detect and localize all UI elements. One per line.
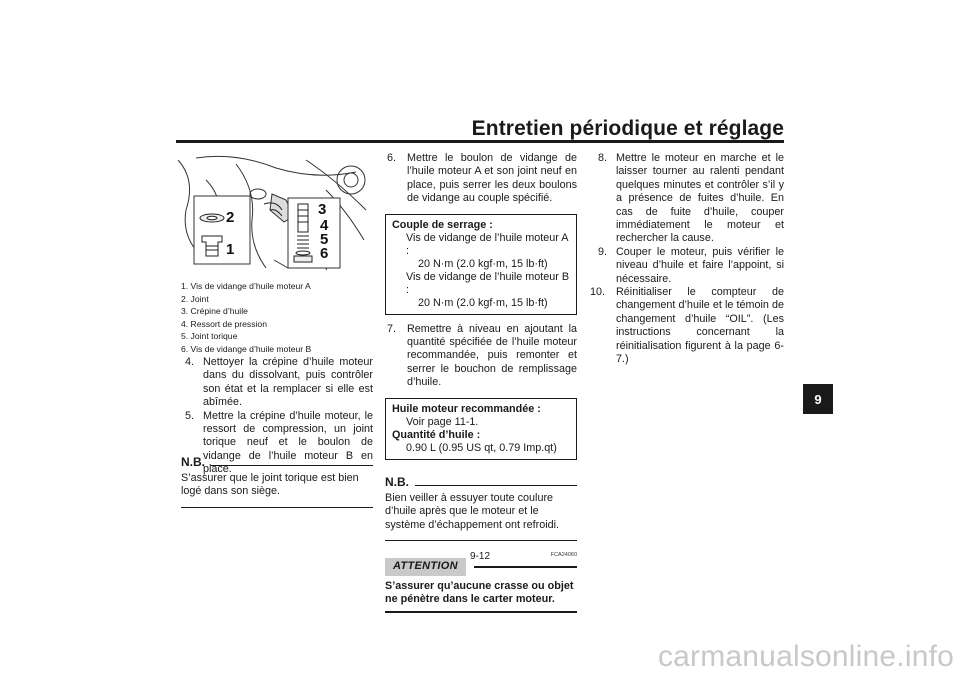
step-number: 9. xyxy=(598,245,608,258)
torque-line: Vis de vidange de l’huile moteur A : xyxy=(406,231,568,257)
column-2 xyxy=(385,152,577,613)
step-number: 4. xyxy=(185,356,195,368)
step-9 xyxy=(590,246,784,286)
callout-5: 5 xyxy=(320,231,329,248)
caption-item: 1. Vis de vidange d’huile moteur A xyxy=(181,281,311,291)
o-ring-part xyxy=(296,251,310,255)
attention-text: S’assurer qu’aucune crasse ou objet ne pénètre dans le carter moteur. xyxy=(385,580,577,613)
note-header xyxy=(181,455,373,469)
torque-heading: Couple de serrage : xyxy=(392,218,493,231)
torque-line: Vis de vidange de l’huile moteur B : xyxy=(406,270,570,296)
note-box-2 xyxy=(385,476,577,542)
step-text: Mettre la crépine d’huile moteur, le ressort de compression, un joint torique neuf et le boulon de vidange de l’huile moteur B en place. xyxy=(203,409,373,476)
step-text: Couper le moteur, puis vérifier le niveau d’huile et faire l’appoint, si nécessaire. xyxy=(616,245,784,285)
watermark: carmanualsonline.info xyxy=(657,640,954,673)
inset-panel-left xyxy=(194,196,250,264)
caption-item: 6. Vis de vidange d’huile moteur B xyxy=(181,343,312,354)
caption-item: 3. Crépine d’huile xyxy=(181,306,248,317)
step-number: 6. xyxy=(387,152,397,164)
note-label: N.B. xyxy=(181,455,205,469)
caption-item: 4. Ressort de pression xyxy=(181,318,267,329)
note-label: N.B. xyxy=(385,474,409,489)
callout-2: 2 xyxy=(226,209,235,226)
step-4 xyxy=(185,356,373,410)
step-number: 5. xyxy=(185,409,195,422)
step-6 xyxy=(387,152,577,206)
torque-spec-box xyxy=(385,214,577,315)
step-number: 8. xyxy=(598,152,608,164)
engine-drawing xyxy=(176,150,370,278)
step-text: Réinitialiser le compteur de changement d’huile et le témoin de changement d’huile “OIL”. (Les instructions concernant la réinitialisation figurent à la page 6-7.) xyxy=(616,286,784,366)
callout-4: 4 xyxy=(320,217,329,234)
step-text: Mettre le moteur en marche et le laisser tourner au ralenti pendant quelques minutes et contrôler s’il y a présence de fuites d’huile. En cas de fuite d’huile, couper immédiatement le moteur et rechercher la cause. xyxy=(616,152,784,245)
note-text: Bien veiller à essuyer toute coulure d’huile après que le moteur et le système d’échappement ont refroidi. xyxy=(385,492,560,531)
callout-3: 3 xyxy=(318,201,327,218)
page-number: 9-12 xyxy=(469,551,490,562)
step-number: 7. xyxy=(387,322,397,335)
callout-6: 6 xyxy=(320,245,329,262)
step-number: 10. xyxy=(590,286,606,299)
oil-drain-illustration xyxy=(176,150,370,278)
torque-value: 20 N·m (2.0 kgf·m, 15 lb·ft) xyxy=(418,296,548,309)
step-text: Mettre le boulon de vidange de l’huile moteur A et son joint neuf en place, puis serrer les deux boulons de vidange au couple spécifié. xyxy=(407,152,577,205)
header-rule xyxy=(176,140,784,143)
attention-code: FCA24060 xyxy=(550,552,577,559)
oil-strainer-part xyxy=(298,204,308,232)
callout-1: 1 xyxy=(226,241,235,258)
column-3-steps xyxy=(590,152,784,367)
section-tab: 9 xyxy=(803,384,833,414)
note-text: S’assurer que le joint torique est bien logé dans son siège. xyxy=(181,472,359,498)
step-10 xyxy=(590,286,784,366)
oil-reference: Voir page 11-1. xyxy=(406,415,479,428)
step-text: Remettre à niveau en ajoutant la quantité spécifiée de l’huile moteur recommandée, puis remonter et serrer le bouchon de remplissage d’huile. xyxy=(407,322,577,389)
caption-item: 5. Joint torique xyxy=(181,331,238,342)
quantity-heading: Quantité d’huile : xyxy=(392,428,481,441)
step-8 xyxy=(590,152,784,246)
torque-value: 20 N·m (2.0 kgf·m, 15 lb·ft) xyxy=(418,257,548,270)
attention-label: ATTENTION xyxy=(385,558,466,575)
page-title: Entretien périodique et réglage xyxy=(471,117,784,140)
caption-item: 2. Joint xyxy=(181,293,209,304)
oil-spec-box xyxy=(385,398,577,460)
figure-caption xyxy=(181,280,381,356)
step-7 xyxy=(387,323,577,390)
note-header xyxy=(385,476,577,489)
drain-bolt-b-part xyxy=(294,256,312,262)
oil-heading: Huile moteur recommandée : xyxy=(392,402,541,415)
step-text: Nettoyer la crépine d’huile moteur dans du dissolvant, puis contrôler son état et la remplacer si elle est abîmée. xyxy=(203,356,373,409)
quantity-value: 0.90 L (0.95 US qt, 0.79 Imp.qt) xyxy=(406,441,557,454)
note-box-1 xyxy=(181,455,373,508)
